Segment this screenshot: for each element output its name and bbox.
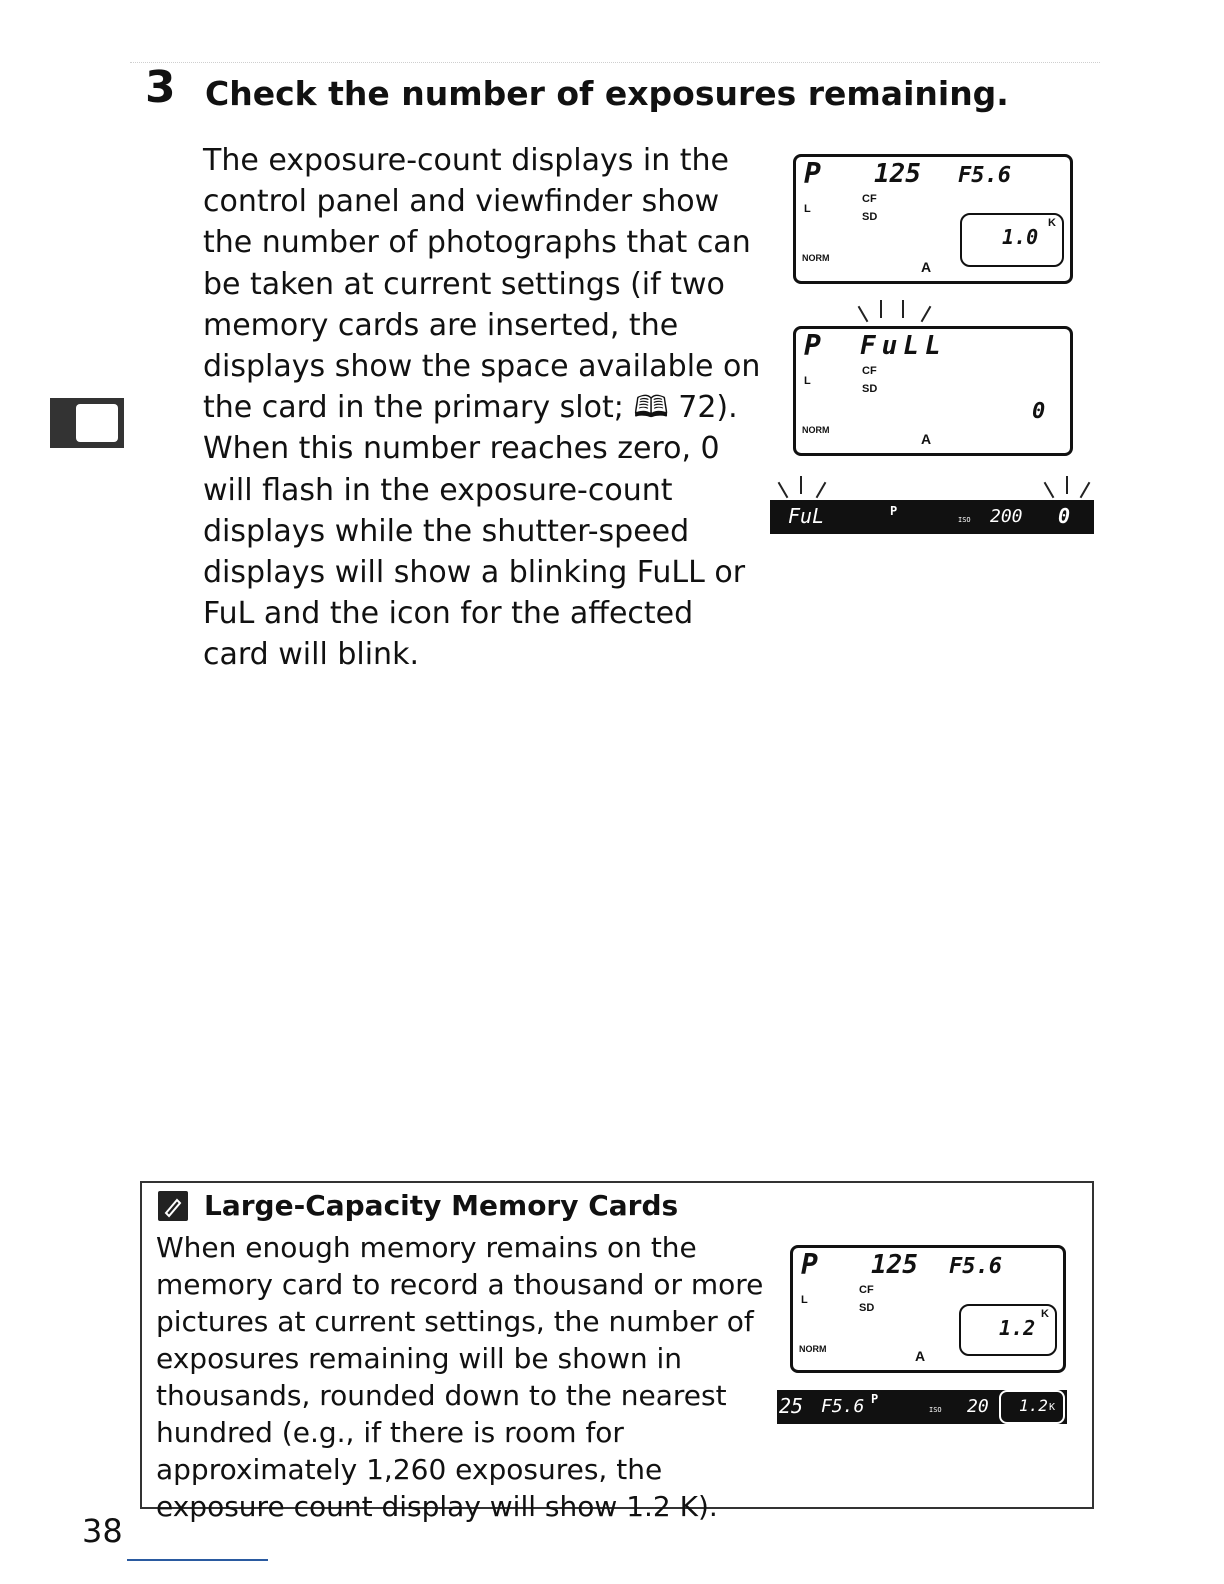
step-number: 3 [145,62,176,113]
mode-indicator: P [804,157,821,190]
exposure-count: 1.0 [1002,225,1039,249]
white-balance: A [921,259,932,275]
note-viewfinder-display [777,1390,1067,1424]
thousands-unit: K [1049,1402,1056,1413]
iso-label: ISO [929,1406,942,1414]
mode-indicator: P [871,1392,879,1406]
top-rule [130,62,1100,63]
thousands-unit: K [1041,1308,1049,1320]
white-balance: A [921,431,932,447]
pencil-icon [158,1191,188,1221]
image-size: L [801,1294,808,1306]
iso-value: 20 [967,1396,989,1417]
aperture: F5.6 [821,1396,865,1417]
page-number: 38 [82,1512,123,1550]
full-message: FuL [788,504,825,528]
note-box [140,1181,1094,1523]
step-title: Check the number of exposures remaining. [205,74,1009,113]
white-balance: A [915,1348,926,1364]
body-text [203,140,768,676]
note-title: Large-Capacity Memory Cards [204,1189,679,1222]
shutter-speed: 25 [779,1394,804,1418]
card-slot-cf: CF [862,365,877,377]
exposure-count: 1.2 [999,1316,1036,1340]
shutter-speed: 125 [874,159,921,189]
control-panel-display-1 [793,154,1073,284]
control-panel-display-2 [793,326,1073,456]
note-text [156,1229,766,1525]
image-size: L [804,203,811,215]
exposure-count-box [959,1304,1057,1356]
image-size: L [804,375,811,387]
exposure-count-box [960,213,1064,267]
mode-indicator: P [804,329,821,362]
aperture: F5.6 [958,163,1011,188]
thousands-unit: K [1048,217,1056,229]
image-quality: NORM [802,425,830,435]
exposure-count: 1.2 [1019,1396,1048,1415]
card-slot-sd: SD [862,383,878,395]
card-slot-cf: CF [862,193,877,205]
exposure-count-box [999,1390,1065,1424]
image-quality: NORM [799,1344,827,1354]
viewfinder-display-1 [770,500,1094,534]
aperture: F5.6 [949,1254,1002,1279]
note-paragraph: When enough memory remains on the memory card to record a thousand or more pictures at current settings, the number of exposures remaining will be shown in thousands, rounded down to the nearest hundred (e.g., if there is room for approximately 1,260 exposures, the exposure count display will show 1.2 K). [156,1231,764,1523]
mode-indicator: P [890,504,898,518]
body-paragraph: The exposure-count displays in the control panel and viewfinder show the number of photographs that can be taken at current settings (if two memory cards are inserted, the displays show the space available on the card in the primary slot; 🕮 72). When this number reaches zero, 0 will flash in the exposure-count displays while the shutter-speed displays will show a blinking FuLL or FuL and the icon for the affected card will blink. [203,143,761,673]
section-tab-icon [50,398,124,448]
iso-value: 200 [990,506,1023,527]
page-rule [127,1559,268,1561]
image-quality: NORM [802,253,830,263]
shutter-speed: 125 [871,1250,918,1280]
mode-indicator: P [801,1248,818,1281]
card-slot-sd: SD [859,1302,875,1314]
iso-label: ISO [958,516,971,524]
exposure-count: 0 [1032,399,1046,424]
full-message: FuLL [860,331,947,361]
card-slot-sd: SD [862,211,878,223]
exposure-count: 0 [1058,504,1071,528]
note-control-panel-display [790,1245,1066,1373]
card-slot-cf: CF [859,1284,874,1296]
